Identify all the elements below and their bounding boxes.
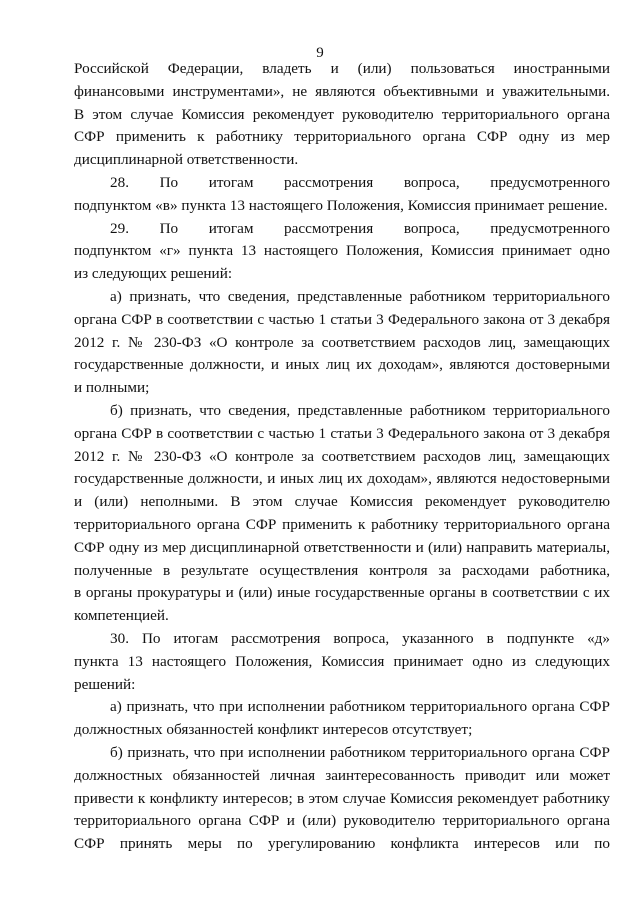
page-number: 9 bbox=[316, 45, 324, 61]
text-line: б) признать, что сведения, представленные работником территориального bbox=[110, 401, 610, 419]
text-line: 29. По итогам рассмотрения вопроса, предусмотренного bbox=[110, 219, 610, 237]
text-line: Российской Федерации, владеть и (или) пользоваться иностранными bbox=[74, 60, 610, 77]
text-line: полученные в результате осуществления контроля за расходами работника, bbox=[74, 561, 610, 579]
text-line: компетенцией. bbox=[74, 607, 169, 625]
text-line: 28. По итогам рассмотрения вопроса, предусмотренного bbox=[110, 173, 610, 191]
document-body bbox=[74, 58, 610, 856]
text-line: пункта 13 настоящего Положения, Комиссия принимает одно из следующих bbox=[74, 652, 610, 670]
paragraph bbox=[74, 400, 610, 628]
paragraph bbox=[74, 218, 610, 286]
text-line: и полными; bbox=[74, 379, 150, 397]
paragraph bbox=[74, 696, 610, 742]
paragraph bbox=[74, 58, 610, 172]
text-line: территориального органа СФР применить к работнику территориального органа bbox=[74, 515, 610, 533]
text-line: должностных обязанностей конфликт интересов отсутствует; bbox=[74, 721, 473, 739]
text-line: территориального органа СФР и (или) руководителю территориального органа bbox=[74, 812, 610, 830]
text-line: СФР принять меры по урегулированию конфликта интересов или по bbox=[74, 835, 610, 853]
text-line: в органы прокуратуры и (или) иные государственные органы в соответствии с их bbox=[74, 584, 610, 602]
text-line: СФР одну из мер дисциплинарной ответственности и (или) направить материалы, bbox=[74, 538, 610, 556]
paragraph bbox=[74, 628, 610, 696]
paragraph bbox=[74, 172, 610, 218]
text-line: 2012 г. № 230-ФЗ «О контроле за соответствием расходов лиц, замещающих bbox=[74, 447, 610, 465]
text-line: из следующих решений: bbox=[74, 265, 233, 283]
paragraph bbox=[74, 742, 610, 856]
text-line: В этом случае Комиссия рекомендует руководителю территориального органа bbox=[74, 105, 610, 123]
text-line: государственные должности, и иных лиц их доходам», являются недостоверными bbox=[74, 470, 610, 488]
text-line: б) признать, что при исполнении работником территориального органа СФР bbox=[110, 743, 610, 761]
text-line: и (или) неполными. В этом случае Комиссия рекомендует руководителю bbox=[74, 493, 610, 511]
paragraph bbox=[74, 286, 610, 400]
text-line: СФР применить к работнику территориального органа СФР одну из мер bbox=[74, 128, 610, 146]
text-line: привести к конфликту интересов; в этом случае Комиссия рекомендует работнику bbox=[74, 789, 610, 807]
text-line: органа СФР в соответствии с частью 1 статьи 3 Федерального закона от 3 декабря bbox=[74, 424, 610, 442]
text-line: подпунктом «г» пункта 13 настоящего Положения, Комиссия принимает одно bbox=[74, 242, 610, 260]
text-line: органа СФР в соответствии с частью 1 статьи 3 Федерального закона от 3 декабря bbox=[74, 310, 610, 328]
text-line: а) признать, что при исполнении работником территориального органа СФР bbox=[110, 698, 610, 716]
text-line: финансовыми инструментами», не являются объективными и уважительными. bbox=[74, 82, 610, 100]
text-line: 2012 г. № 230-ФЗ «О контроле за соответствием расходов лиц, замещающих bbox=[74, 333, 610, 351]
text-line: а) признать, что сведения, представленные работником территориального bbox=[110, 287, 610, 305]
text-line: подпунктом «в» пункта 13 настоящего Положения, Комиссия принимает решение. bbox=[74, 196, 608, 214]
text-line: дисциплинарной ответственности. bbox=[74, 151, 299, 169]
text-line: государственные должности, и иных лиц их доходам», являются достоверными bbox=[74, 356, 610, 374]
text-line: 30. По итогам рассмотрения вопроса, указанного в подпункте «д» bbox=[110, 629, 610, 647]
text-line: должностных обязанностей личная заинтересованность приводит или может bbox=[74, 766, 610, 784]
text-line: решений: bbox=[74, 675, 136, 693]
